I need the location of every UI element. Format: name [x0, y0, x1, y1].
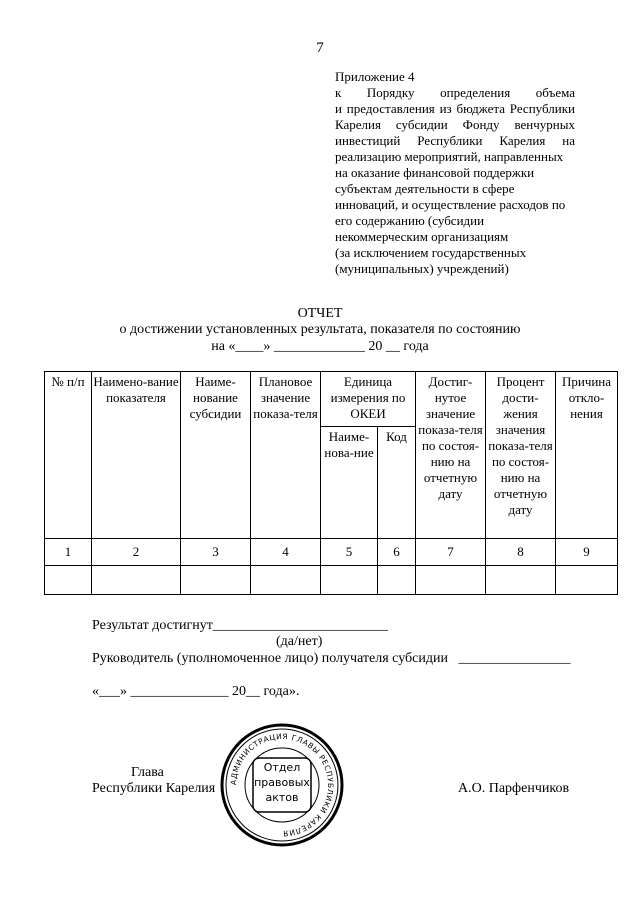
head-label: Руководитель (уполномоченное лицо) получателя субсидии — [92, 651, 448, 666]
table-cell — [321, 566, 378, 595]
stamp-line: актов — [265, 791, 299, 804]
page-number: 7 — [316, 40, 324, 56]
header-subsidy-name: Наиме-нование субсидии — [181, 372, 251, 539]
column-number: 8 — [486, 539, 556, 566]
appendix-title: Приложение 4 — [335, 69, 415, 84]
column-number: 5 — [321, 539, 378, 566]
column-number: 3 — [181, 539, 251, 566]
yes-no-hint: (да/нет) — [276, 634, 323, 649]
appendix-line: некоммерческим организациям — [335, 229, 509, 244]
appendix-line: инвестиций Республики Карелия на — [335, 133, 575, 148]
header-deviation-reason: Причина откло-нения — [556, 372, 618, 539]
table-cell — [92, 566, 181, 595]
table-cell — [416, 566, 486, 595]
result-blank: _________________________ — [212, 618, 388, 633]
header-unit-code: Код — [378, 427, 416, 539]
header-achievement-percent: Процент дости-жения значения показа-теля по состоя-нию на отчетную дату — [486, 372, 556, 539]
column-number: 7 — [416, 539, 486, 566]
table-cell — [251, 566, 321, 595]
signature-position-1: Глава — [131, 765, 164, 780]
appendix-line: (муниципальных) учреждений) — [335, 261, 509, 276]
column-number: 6 — [378, 539, 416, 566]
report-table — [44, 371, 618, 595]
appendix-line: на оказание финансовой поддержки — [335, 165, 535, 180]
appendix-line: (за исключением государственных — [335, 245, 527, 260]
table-cell — [181, 566, 251, 595]
footer-date-line: «___» ______________ 20__ года». — [92, 684, 300, 699]
column-number: 4 — [251, 539, 321, 566]
header-planned-value: Плановое значение показа-теля — [251, 372, 321, 539]
table-cell — [486, 566, 556, 595]
report-title: ОТЧЕТ — [297, 306, 343, 321]
appendix-line: к Порядку определения объема — [335, 85, 575, 100]
header-achieved-value: Достиг-нутое значение показа-теля по состоя-нию на отчетную дату — [416, 372, 486, 539]
stamp-line: Отдел — [263, 761, 301, 774]
appendix-line: и предоставления из бюджета Республики — [335, 101, 575, 116]
appendix-line: инноваций, и осуществление расходов по — [335, 197, 566, 212]
table-row — [45, 566, 618, 595]
head-blank: ________________ — [458, 651, 571, 666]
report-subtitle: о достижении установленных результата, показателя по состоянию — [119, 322, 521, 337]
appendix-block — [335, 69, 575, 277]
header-indicator-name: Наимено-вание показателя — [92, 372, 181, 539]
stamp-ring-text: АДМИНИСТРАЦИЯ ГЛАВЫ РЕСПУБЛИКИ КАРЕЛИЯ — [228, 731, 336, 839]
header-unit: Единица измерения по ОКЕИ — [321, 372, 416, 427]
column-number: 9 — [556, 539, 618, 566]
table-cell — [556, 566, 618, 595]
result-label: Результат достигнут — [92, 618, 213, 633]
appendix-line: реализацию мероприятий, направленных — [335, 149, 564, 164]
header-num: № п/п — [45, 372, 92, 539]
signature-name: А.О. Парфенчиков — [458, 781, 570, 796]
table-cell — [378, 566, 416, 595]
column-number: 1 — [45, 539, 92, 566]
signature-position-2: Республики Карелия — [92, 781, 216, 796]
report-date-line: на «____» _____________ 20 __ года — [211, 339, 429, 354]
stamp — [219, 722, 345, 848]
stamp-center — [253, 760, 311, 812]
appendix-line: его содержанию (субсидии — [335, 213, 485, 228]
stamp-line: правовых — [254, 776, 310, 789]
appendix-line: Карелия субсидии Фонду венчурных — [335, 117, 575, 132]
head-line — [92, 651, 570, 667]
header-unit-name: Наиме-нова-ние — [321, 427, 378, 539]
column-number: 2 — [92, 539, 181, 566]
result-line — [92, 618, 388, 634]
appendix-line: субъектам деятельности в сфере — [335, 181, 515, 196]
table-cell — [45, 566, 92, 595]
